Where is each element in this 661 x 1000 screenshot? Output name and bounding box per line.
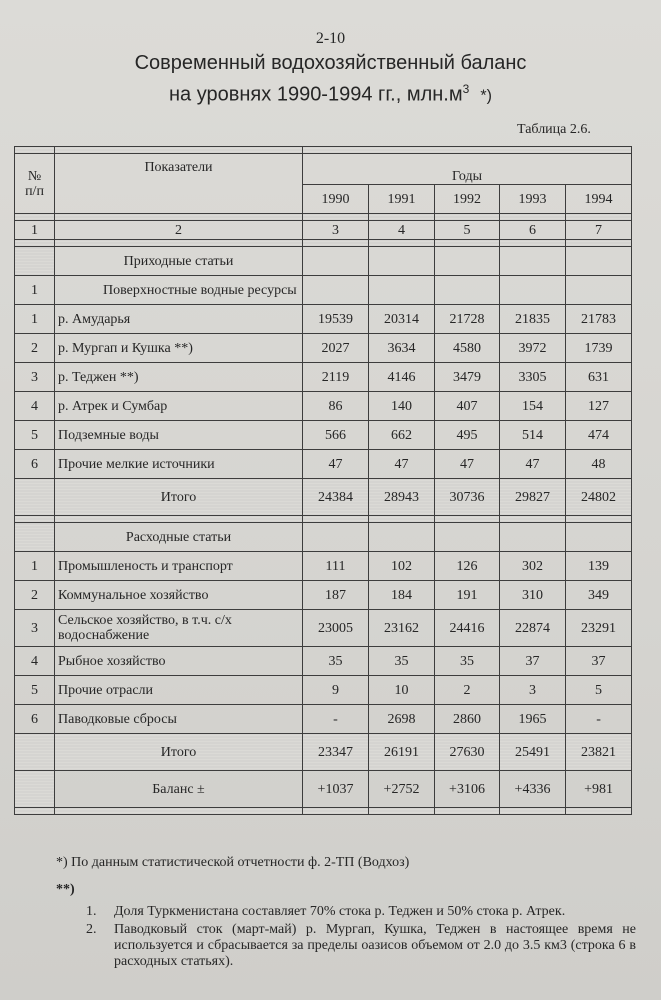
spacer-cell: [303, 240, 369, 247]
spacer-cell: [500, 808, 566, 815]
value-cell: 3634: [369, 334, 435, 363]
expense-section-header: [15, 523, 632, 552]
value-cell: 187: [303, 581, 369, 610]
value-cell: 191: [435, 581, 500, 610]
row-number: 6: [15, 450, 55, 479]
index-cell: 5: [435, 221, 500, 240]
value-cell: 2698: [369, 705, 435, 734]
spacer-cell: [500, 516, 566, 523]
balance-row: [15, 771, 632, 808]
value-cell: 10: [369, 676, 435, 705]
value-cell: 48: [566, 450, 632, 479]
expense-total-row: [15, 734, 632, 771]
value-cell: 2119: [303, 363, 369, 392]
value-cell: 126: [435, 552, 500, 581]
empty-cell: [500, 276, 566, 305]
row-number: 1: [15, 305, 55, 334]
spacer-cell: [435, 808, 500, 815]
row-label: р. Амударья: [55, 305, 303, 334]
empty-cell: [500, 247, 566, 276]
footnote-item: [86, 922, 636, 970]
income-total-row: [15, 479, 632, 516]
value-cell: 3479: [435, 363, 500, 392]
total-value: 23347: [303, 734, 369, 771]
water-balance-table: [14, 146, 632, 815]
row-number: 5: [15, 676, 55, 705]
value-cell: 302: [500, 552, 566, 581]
spacer-cell: [55, 240, 303, 247]
row-number: 4: [15, 647, 55, 676]
balance-value: +3106: [435, 771, 500, 808]
row-label: Прочие мелкие источники: [55, 450, 303, 479]
value-cell: 4146: [369, 363, 435, 392]
table-row: [15, 305, 632, 334]
value-cell: 21728: [435, 305, 500, 334]
total-value: 23821: [566, 734, 632, 771]
index-cell: 2: [55, 221, 303, 240]
title-line-2: [0, 82, 661, 107]
value-cell: 3972: [500, 334, 566, 363]
title-superscript: 3: [462, 82, 470, 96]
value-cell: 24416: [435, 610, 500, 647]
empty-cell: [566, 247, 632, 276]
footnote-item-text: Паводковый сток (март-май) р. Мургап, Кушка, Теджен в настоящее время не используется и сбрасывается за пределы оазисов объемом от 2.0 до 3.5 км3 (строка 6 в расходных статьях).: [114, 922, 636, 969]
value-cell: 474: [566, 421, 632, 450]
value-cell: -: [303, 705, 369, 734]
table-row: [15, 450, 632, 479]
spacer-cell: [566, 240, 632, 247]
row-label: Поверхностные водные ресурсы: [55, 276, 303, 305]
value-cell: 21783: [566, 305, 632, 334]
section-title: Расходные статьи: [55, 523, 303, 552]
row-label: Промышленость и транспорт: [55, 552, 303, 581]
balance-value: +981: [566, 771, 632, 808]
row-label: Паводковые сбросы: [55, 705, 303, 734]
spacer-cell: [566, 516, 632, 523]
year-cell: 1994: [566, 185, 632, 214]
row-label: Рыбное хозяйство: [55, 647, 303, 676]
year-cell: 1992: [435, 185, 500, 214]
footnote-2-marker: **): [56, 882, 75, 897]
value-cell: 662: [369, 421, 435, 450]
value-cell: 47: [435, 450, 500, 479]
value-cell: 566: [303, 421, 369, 450]
spacer-row: [15, 240, 632, 247]
row-label: р. Теджен **): [55, 363, 303, 392]
value-cell: 1965: [500, 705, 566, 734]
value-cell: 86: [303, 392, 369, 421]
total-value: 24802: [566, 479, 632, 516]
spacer-cell: [303, 516, 369, 523]
footnote-item-number: 1.: [86, 904, 97, 919]
spacer-cell: [566, 808, 632, 815]
empty-cell: [303, 523, 369, 552]
value-cell: 3305: [500, 363, 566, 392]
empty-cell: [15, 734, 55, 771]
table-row: [15, 581, 632, 610]
year-cell: 1990: [303, 185, 369, 214]
table-row: [15, 552, 632, 581]
year-cell: 1991: [369, 185, 435, 214]
total-value: 30736: [435, 479, 500, 516]
spacer-cell: [303, 808, 369, 815]
table-row: [15, 334, 632, 363]
empty-cell: [435, 276, 500, 305]
table-row: [15, 676, 632, 705]
total-label: Итого: [55, 734, 303, 771]
surface-resources-row: [15, 276, 632, 305]
col-header-years: Годы: [303, 154, 632, 185]
empty-cell: [435, 247, 500, 276]
value-cell: 47: [500, 450, 566, 479]
footnote-item-number: 2.: [86, 922, 97, 937]
table-row: [15, 610, 632, 647]
value-cell: 2: [435, 676, 500, 705]
row-number: 4: [15, 392, 55, 421]
value-cell: 35: [369, 647, 435, 676]
year-cell: 1993: [500, 185, 566, 214]
row-number: 2: [15, 334, 55, 363]
balance-value: +1037: [303, 771, 369, 808]
value-cell: 23162: [369, 610, 435, 647]
empty-cell: [303, 247, 369, 276]
total-value: 25491: [500, 734, 566, 771]
spacer-cell: [15, 240, 55, 247]
value-cell: 47: [303, 450, 369, 479]
value-cell: 310: [500, 581, 566, 610]
value-cell: 23291: [566, 610, 632, 647]
row-label: Коммунальное хозяйство: [55, 581, 303, 610]
spacer-row: [15, 808, 632, 815]
page-number: 2-10: [315, 30, 346, 47]
empty-cell: [15, 247, 55, 276]
spacer-cell: [55, 808, 303, 815]
value-cell: 35: [435, 647, 500, 676]
spacer-cell: [369, 240, 435, 247]
table-row: [15, 392, 632, 421]
index-cell: 3: [303, 221, 369, 240]
total-value: 26191: [369, 734, 435, 771]
balance-value: +2752: [369, 771, 435, 808]
value-cell: 35: [303, 647, 369, 676]
table-row: [15, 647, 632, 676]
balance-value: +4336: [500, 771, 566, 808]
index-cell: 6: [500, 221, 566, 240]
value-cell: 495: [435, 421, 500, 450]
value-cell: 111: [303, 552, 369, 581]
total-value: 24384: [303, 479, 369, 516]
row-number: 2: [15, 581, 55, 610]
empty-cell: [500, 523, 566, 552]
value-cell: 514: [500, 421, 566, 450]
value-cell: 3: [500, 676, 566, 705]
spacer-cell: [15, 808, 55, 815]
value-cell: 154: [500, 392, 566, 421]
value-cell: 102: [369, 552, 435, 581]
footnote-item: [86, 904, 636, 920]
total-value: 28943: [369, 479, 435, 516]
value-cell: 349: [566, 581, 632, 610]
col-header-no: № п/п: [15, 154, 55, 214]
empty-cell: [369, 247, 435, 276]
spacer-row: [15, 516, 632, 523]
value-cell: 47: [369, 450, 435, 479]
income-section-header: [15, 247, 632, 276]
row-number: 1: [15, 552, 55, 581]
value-cell: 37: [500, 647, 566, 676]
spacer-cell: [15, 516, 55, 523]
empty-cell: [15, 479, 55, 516]
row-label: Подземные воды: [55, 421, 303, 450]
row-label: р. Атрек и Сумбар: [55, 392, 303, 421]
row-number: 5: [15, 421, 55, 450]
title-line-1: Современный водохозяйственный баланс: [134, 52, 527, 74]
empty-cell: [303, 276, 369, 305]
empty-cell: [435, 523, 500, 552]
value-cell: 184: [369, 581, 435, 610]
table-row: [15, 421, 632, 450]
value-cell: 140: [369, 392, 435, 421]
row-number: 3: [15, 363, 55, 392]
row-number: 6: [15, 705, 55, 734]
col-header-indicator: Показатели: [55, 154, 303, 214]
spacer-cell: [369, 516, 435, 523]
value-cell: 5: [566, 676, 632, 705]
table-label: Таблица 2.6.: [517, 122, 591, 137]
value-cell: 22874: [500, 610, 566, 647]
value-cell: 9: [303, 676, 369, 705]
empty-cell: [369, 276, 435, 305]
title-note-marker: *): [480, 87, 492, 105]
value-cell: 37: [566, 647, 632, 676]
section-title: Приходные статьи: [55, 247, 303, 276]
index-cell: 7: [566, 221, 632, 240]
row-label: Прочие отрасли: [55, 676, 303, 705]
spacer-cell: [369, 808, 435, 815]
index-cell: 1: [15, 221, 55, 240]
row-number: 3: [15, 610, 55, 647]
table-row: [15, 705, 632, 734]
row-label: Сельское хозяйство, в т.ч. с/х водоснабжение: [55, 610, 303, 647]
empty-cell: [15, 771, 55, 808]
total-label: Итого: [55, 479, 303, 516]
total-value: 29827: [500, 479, 566, 516]
value-cell: 139: [566, 552, 632, 581]
value-cell: 2860: [435, 705, 500, 734]
balance-label: Баланс ±: [55, 771, 303, 808]
value-cell: 127: [566, 392, 632, 421]
spacer-cell: [435, 240, 500, 247]
column-index-row: [15, 221, 632, 240]
spacer-cell: [55, 516, 303, 523]
row-number: 1: [15, 276, 55, 305]
value-cell: 1739: [566, 334, 632, 363]
empty-cell: [369, 523, 435, 552]
value-cell: 20314: [369, 305, 435, 334]
total-value: 27630: [435, 734, 500, 771]
value-cell: 23005: [303, 610, 369, 647]
row-label: р. Мургап и Кушка **): [55, 334, 303, 363]
spacer-cell: [500, 240, 566, 247]
spacer-cell: [435, 516, 500, 523]
value-cell: 631: [566, 363, 632, 392]
header-row-years: [15, 154, 632, 185]
value-cell: 21835: [500, 305, 566, 334]
value-cell: 4580: [435, 334, 500, 363]
footnote-item-text: Доля Туркменистана составляет 70% стока р. Теджен и 50% стока р. Атрек.: [114, 904, 566, 919]
empty-cell: [15, 523, 55, 552]
empty-cell: [566, 276, 632, 305]
table-row: [15, 363, 632, 392]
value-cell: 407: [435, 392, 500, 421]
value-cell: 19539: [303, 305, 369, 334]
value-cell: 2027: [303, 334, 369, 363]
value-cell: -: [566, 705, 632, 734]
index-cell: 4: [369, 221, 435, 240]
footnote-1: *) По данным статистической отчетности ф. 2-ТП (Водхоз): [56, 855, 410, 870]
empty-cell: [566, 523, 632, 552]
title-line-2-text: на уровнях 1990-1994 гг., млн.м: [169, 83, 463, 106]
footnote-list: [86, 904, 636, 972]
